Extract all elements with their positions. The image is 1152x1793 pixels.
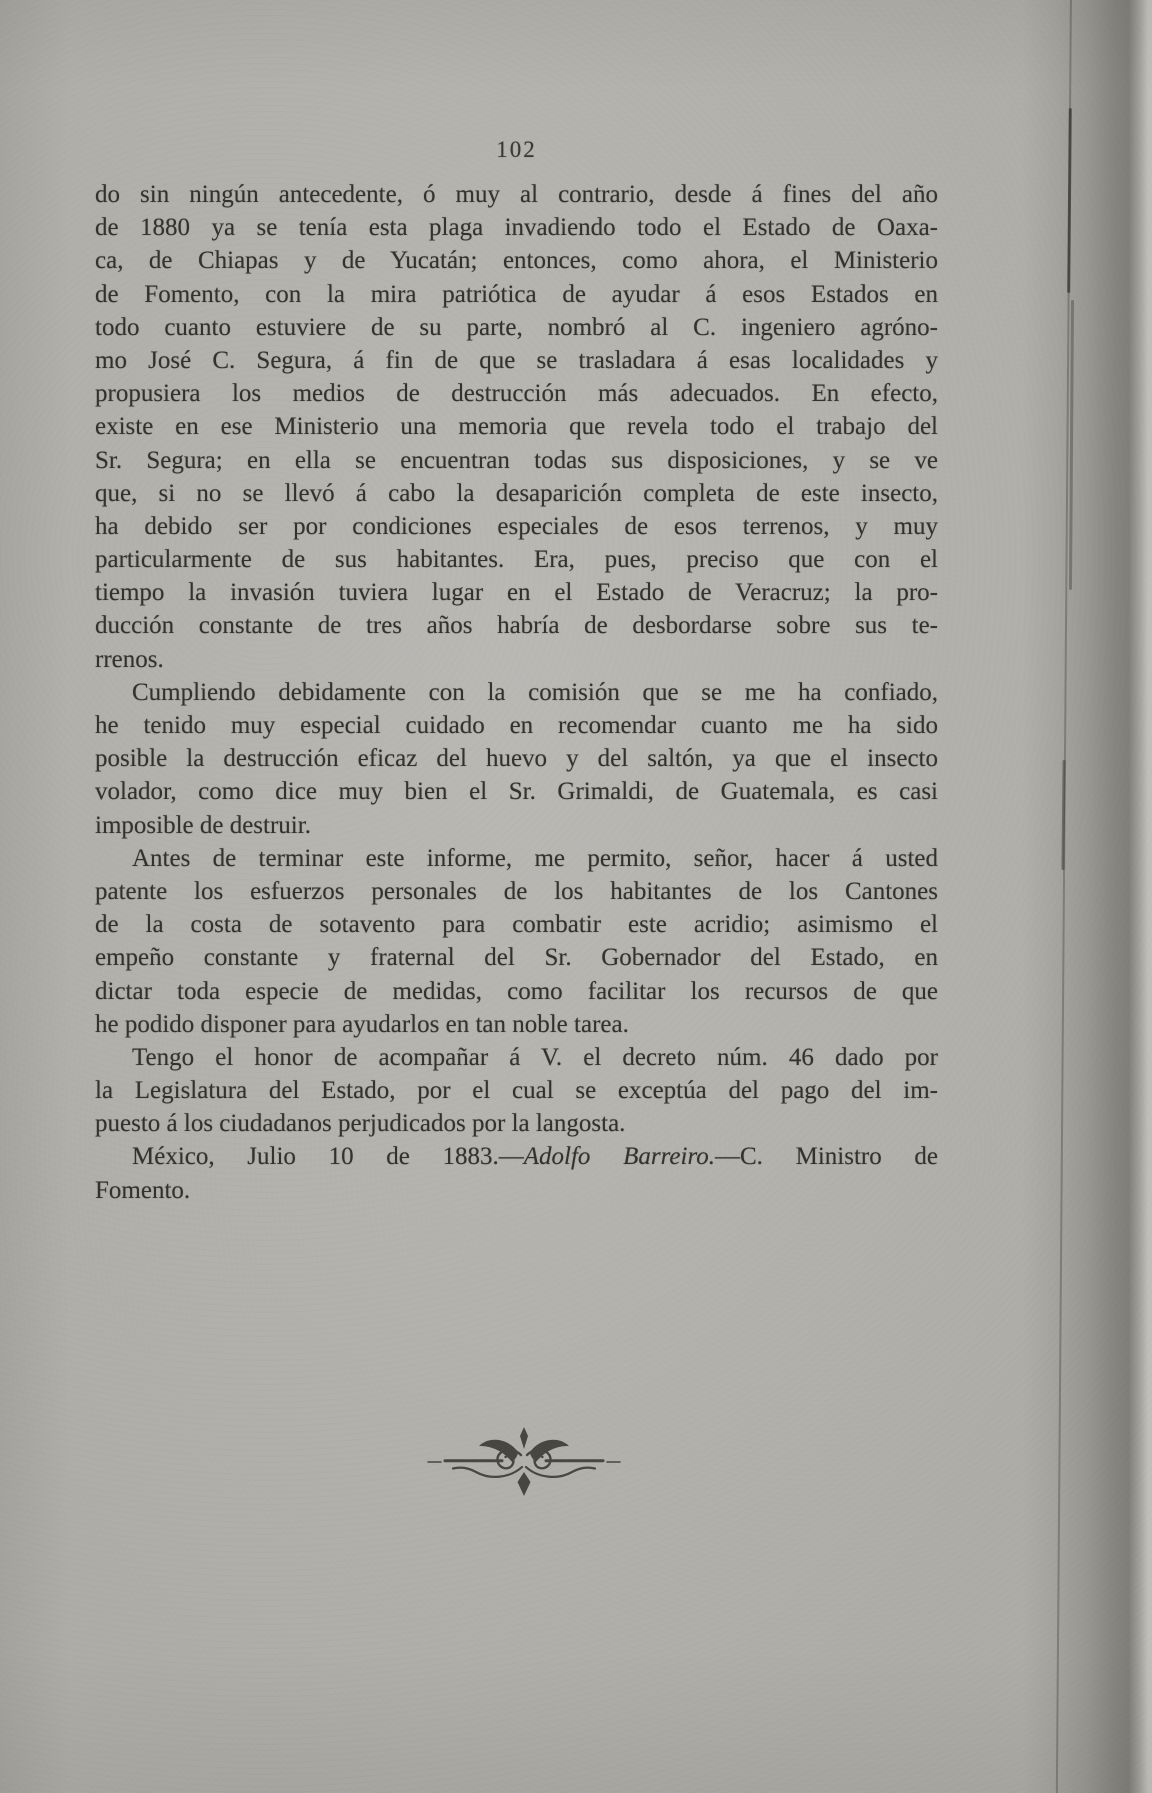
text-block (95, 178, 938, 1207)
text-line: todo cuanto estuviere de su parte, nombró al C. ingeniero agróno- (95, 313, 938, 341)
text-line: imposible de destruir. (95, 811, 311, 839)
text-line: ca, de Chiapas y de Yucatán; entonces, como ahora, el Ministerio (95, 247, 938, 275)
text-line: la Legislatura del Estado, por el cual se exceptúa del pago del im- (95, 1077, 938, 1105)
text-segment: —C. Ministro de (715, 1143, 938, 1171)
paragraph (95, 1041, 938, 1141)
page-number: 102 (496, 137, 537, 162)
text-line: propusiera los medios de destrucción más adecuados. En efecto, (95, 380, 938, 408)
fleuron-divider-icon (424, 1422, 624, 1500)
text-line: Antes de terminar este informe, me permito, señor, hacer á usted (132, 844, 938, 872)
text-line: particularmente de sus habitantes. Era, pues, preciso que con el (95, 546, 938, 574)
text-line: de 1880 ya se tenía esta plaga invadiendo todo el Estado de Oaxa- (95, 214, 938, 242)
text-line: rrenos. (95, 645, 164, 673)
text-line: de Fomento, con la mira patriótica de ayudar á esos Estados en (95, 280, 938, 308)
paragraph (95, 676, 938, 842)
text-line: mo José C. Segura, á fin de que se trasladara á esas localidades y (95, 346, 938, 374)
paragraph (95, 1140, 938, 1206)
text-line: Cumpliendo debidamente con la comisión que se me ha confiado, (132, 678, 938, 706)
text-line: empeño constante y fraternal del Sr. Gobernador del Estado, en (95, 944, 938, 972)
text-line: he tenido muy especial cuidado en recomendar cuanto me ha sido (95, 712, 938, 739)
text-line: posible la destrucción eficaz del huevo y del saltón, ya que el insecto (95, 745, 938, 773)
text-line: Fomento. (95, 1176, 191, 1204)
text-line: de la costa de sotavento para combatir este acridio; asimismo el (95, 911, 938, 939)
text-line: existe en ese Ministerio una memoria que revela todo el trabajo del (95, 413, 938, 441)
text-line: ha debido ser por condiciones especiales de esos terrenos, y muy (95, 512, 938, 540)
text-line: he podido disponer para ayudarlos en tan noble tarea. (95, 1010, 629, 1038)
text-line: Sr. Segura; en ella se encuentran todas sus disposiciones, y se ve (95, 446, 938, 474)
text-line: dictar toda especie de medidas, como facilitar los recursos de que (95, 977, 938, 1005)
text-line: que, si no se llevó á cabo la desaparición completa de este insecto, (95, 479, 938, 507)
text-line: ducción constante de tres años habría de desbordarse sobre sus te- (95, 612, 938, 640)
text-line: puesto á los ciudadanos perjudicados por la langosta. (95, 1110, 626, 1138)
text-line: tiempo la invasión tuviera lugar en el Estado de Veracruz; la pro- (95, 579, 938, 607)
text-segment: México, Julio 10 de 1883.— (132, 1143, 524, 1171)
text-line: patente los esfuerzos personales de los habitantes de los Cantones (95, 877, 938, 905)
text-line: do sin ningún antecedente, ó muy al contrario, desde á fines del año (95, 181, 938, 208)
text-line: volador, como dice muy bien el Sr. Grimaldi, de Guatemala, es casi (95, 778, 938, 806)
text-line: Tengo el honor de acompañar á V. el decreto núm. 46 dado por (132, 1043, 938, 1071)
signature-name: Adolfo Barreiro. (523, 1143, 715, 1171)
page-gutter-shadow (1022, 0, 1152, 1793)
text-line (95, 1140, 938, 1173)
paragraph (95, 178, 938, 676)
paragraph (95, 842, 938, 1041)
